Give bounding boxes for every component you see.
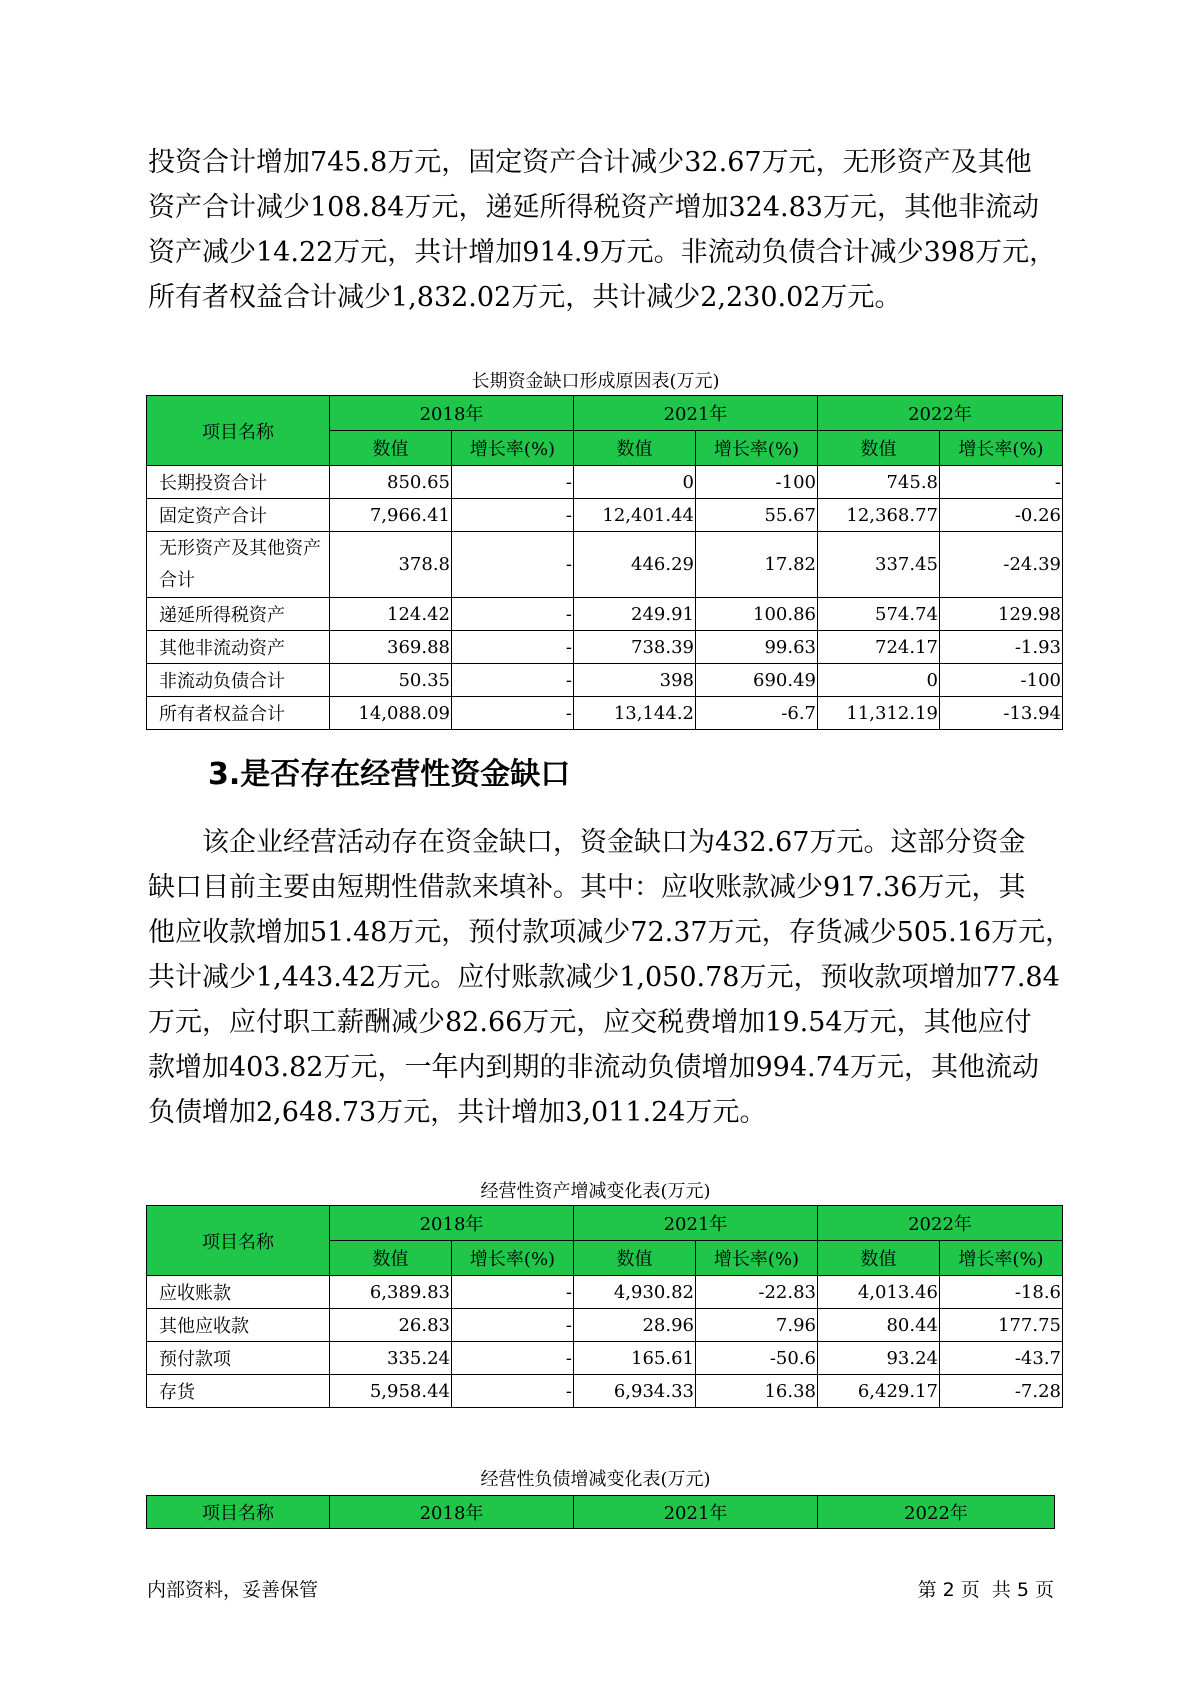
cell: 4,013.46	[818, 1276, 940, 1309]
paragraph-intro	[148, 140, 1057, 320]
header-year-2018: 2018年	[330, 1206, 574, 1241]
row-label: 长期投资合计	[147, 466, 330, 499]
paragraph-line: 万元，应付职工薪酬减少82.66万元，应交税费增加19.54万元，其他应付	[148, 1007, 1032, 1038]
row-label: 所有者权益合计	[147, 697, 330, 730]
cell: 6,429.17	[818, 1375, 940, 1408]
header-item-name: 项目名称	[147, 1206, 330, 1276]
cell: 12,401.44	[574, 499, 696, 532]
cell: -18.6	[940, 1276, 1063, 1309]
cell: -43.7	[940, 1342, 1063, 1375]
row-label: 应收账款	[147, 1276, 330, 1309]
header-year-2022: 2022年	[818, 1206, 1063, 1241]
cell: 129.98	[940, 598, 1063, 631]
cell: -	[452, 631, 574, 664]
header-year-2022: 2022年	[818, 396, 1063, 431]
table-row	[147, 499, 1063, 532]
paragraph-operating-gap	[148, 820, 1073, 1135]
cell: 6,934.33	[574, 1375, 696, 1408]
paragraph-line: 资产减少14.22万元，共计增加914.9万元。非流动负债合计减少398万元，	[148, 237, 1057, 268]
paragraph-line: 负债增加2,648.73万元，共计增加3,011.24万元。	[148, 1097, 767, 1128]
header-year-2021: 2021年	[574, 1206, 818, 1241]
long-term-funding-gap-table	[146, 395, 1063, 730]
header-value: 数值	[574, 1241, 696, 1276]
header-value: 数值	[330, 1241, 452, 1276]
cell: 7,966.41	[330, 499, 452, 532]
cell: 26.83	[330, 1309, 452, 1342]
cell: 55.67	[696, 499, 818, 532]
cell: 80.44	[818, 1309, 940, 1342]
cell: -	[452, 532, 574, 598]
table-row	[147, 1342, 1063, 1375]
header-growth-rate: 增长率(%)	[940, 1241, 1063, 1276]
cell: 124.42	[330, 598, 452, 631]
table-row	[147, 532, 1063, 598]
header-value: 数值	[574, 431, 696, 466]
cell: 16.38	[696, 1375, 818, 1408]
header-growth-rate: 增长率(%)	[940, 431, 1063, 466]
header-item-name: 项目名称	[147, 396, 330, 466]
cell: 0	[818, 664, 940, 697]
cell: -	[452, 1309, 574, 1342]
cell: 17.82	[696, 532, 818, 598]
cell: -100	[940, 664, 1063, 697]
cell: 369.88	[330, 631, 452, 664]
row-label: 其他应收款	[147, 1309, 330, 1342]
table3-caption: 经营性负债增减变化表(万元)	[480, 1469, 711, 1490]
header-growth-rate: 增长率(%)	[452, 1241, 574, 1276]
cell: 4,930.82	[574, 1276, 696, 1309]
row-label: 非流动负债合计	[147, 664, 330, 697]
header-year-2018: 2018年	[330, 1496, 574, 1529]
paragraph-line: 缺口目前主要由短期性借款来填补。其中：应收账款减少917.36万元，其	[148, 872, 1026, 903]
cell: -	[452, 499, 574, 532]
table-row	[147, 466, 1063, 499]
paragraph-line: 资产合计减少108.84万元，递延所得税资产增加324.83万元，其他非流动	[148, 192, 1039, 223]
cell: 5,958.44	[330, 1375, 452, 1408]
table-row	[147, 1375, 1063, 1408]
table-row	[147, 664, 1063, 697]
cell: 337.45	[818, 532, 940, 598]
operating-liabilities-table	[146, 1495, 1055, 1529]
cell: -	[452, 598, 574, 631]
cell: 0	[574, 466, 696, 499]
cell: -50.6	[696, 1342, 818, 1375]
header-year-2021: 2021年	[574, 396, 818, 431]
cell: -	[452, 664, 574, 697]
cell: -	[452, 1375, 574, 1408]
cell: -100	[696, 466, 818, 499]
cell: 14,088.09	[330, 697, 452, 730]
cell: -	[452, 1342, 574, 1375]
cell: -	[940, 466, 1063, 499]
table-row	[147, 1276, 1063, 1309]
table-row	[147, 598, 1063, 631]
cell: 7.96	[696, 1309, 818, 1342]
footer-confidential-note: 内部资料，妥善保管	[147, 1579, 319, 1601]
row-label: 其他非流动资产	[147, 631, 330, 664]
table2-caption: 经营性资产增减变化表(万元)	[480, 1181, 711, 1202]
header-year-2021: 2021年	[574, 1496, 818, 1529]
cell: -0.26	[940, 499, 1063, 532]
cell: -22.83	[696, 1276, 818, 1309]
row-label: 固定资产合计	[147, 499, 330, 532]
cell: 12,368.77	[818, 499, 940, 532]
header-value: 数值	[330, 431, 452, 466]
row-label: 无形资产及其他资产合计	[147, 532, 330, 598]
cell: 745.8	[818, 466, 940, 499]
header-growth-rate: 增长率(%)	[696, 1241, 818, 1276]
footer-page-number: 第 2 页 共 5 页	[917, 1579, 1054, 1601]
cell: -	[452, 697, 574, 730]
cell: -1.93	[940, 631, 1063, 664]
cell: 249.91	[574, 598, 696, 631]
cell: 738.39	[574, 631, 696, 664]
table1-caption: 长期资金缺口形成原因表(万元)	[471, 371, 720, 392]
table-row	[147, 697, 1063, 730]
cell: 446.29	[574, 532, 696, 598]
header-item-name: 项目名称	[147, 1496, 330, 1529]
cell: 6,389.83	[330, 1276, 452, 1309]
cell: 50.35	[330, 664, 452, 697]
header-growth-rate: 增长率(%)	[452, 431, 574, 466]
row-label: 预付款项	[147, 1342, 330, 1375]
cell: 850.65	[330, 466, 452, 499]
cell: 690.49	[696, 664, 818, 697]
section-heading: 3.是否存在经营性资金缺口	[208, 757, 571, 792]
table-row	[147, 631, 1063, 664]
cell: -7.28	[940, 1375, 1063, 1408]
cell: 13,144.2	[574, 697, 696, 730]
cell: -13.94	[940, 697, 1063, 730]
cell: 28.96	[574, 1309, 696, 1342]
paragraph-line: 所有者权益合计减少1,832.02万元，共计减少2,230.02万元。	[148, 282, 902, 313]
paragraph-line: 他应收款增加51.48万元，预付款项减少72.37万元，存货减少505.16万元，	[148, 917, 1073, 948]
cell: 378.8	[330, 532, 452, 598]
header-growth-rate: 增长率(%)	[696, 431, 818, 466]
paragraph-line: 投资合计增加745.8万元，固定资产合计减少32.67万元，无形资产及其他	[148, 147, 1032, 178]
cell: 99.63	[696, 631, 818, 664]
cell: 335.24	[330, 1342, 452, 1375]
table-row	[147, 1309, 1063, 1342]
row-label: 递延所得税资产	[147, 598, 330, 631]
cell: 100.86	[696, 598, 818, 631]
cell: -24.39	[940, 532, 1063, 598]
operating-assets-table	[146, 1205, 1063, 1408]
header-year-2018: 2018年	[330, 396, 574, 431]
cell: 165.61	[574, 1342, 696, 1375]
header-value: 数值	[818, 1241, 940, 1276]
header-year-2022: 2022年	[818, 1496, 1055, 1529]
paragraph-line: 共计减少1,443.42万元。应付账款减少1,050.78万元，预收款项增加77.84	[148, 962, 1060, 993]
cell: -	[452, 1276, 574, 1309]
cell: 177.75	[940, 1309, 1063, 1342]
cell: -	[452, 466, 574, 499]
cell: 93.24	[818, 1342, 940, 1375]
cell: 11,312.19	[818, 697, 940, 730]
cell: 398	[574, 664, 696, 697]
cell: 574.74	[818, 598, 940, 631]
row-label: 存货	[147, 1375, 330, 1408]
cell: -6.7	[696, 697, 818, 730]
paragraph-line: 该企业经营活动存在资金缺口，资金缺口为432.67万元。这部分资金	[148, 827, 1026, 858]
header-value: 数值	[818, 431, 940, 466]
paragraph-line: 款增加403.82万元，一年内到期的非流动负债增加994.74万元，其他流动	[148, 1052, 1039, 1083]
cell: 724.17	[818, 631, 940, 664]
